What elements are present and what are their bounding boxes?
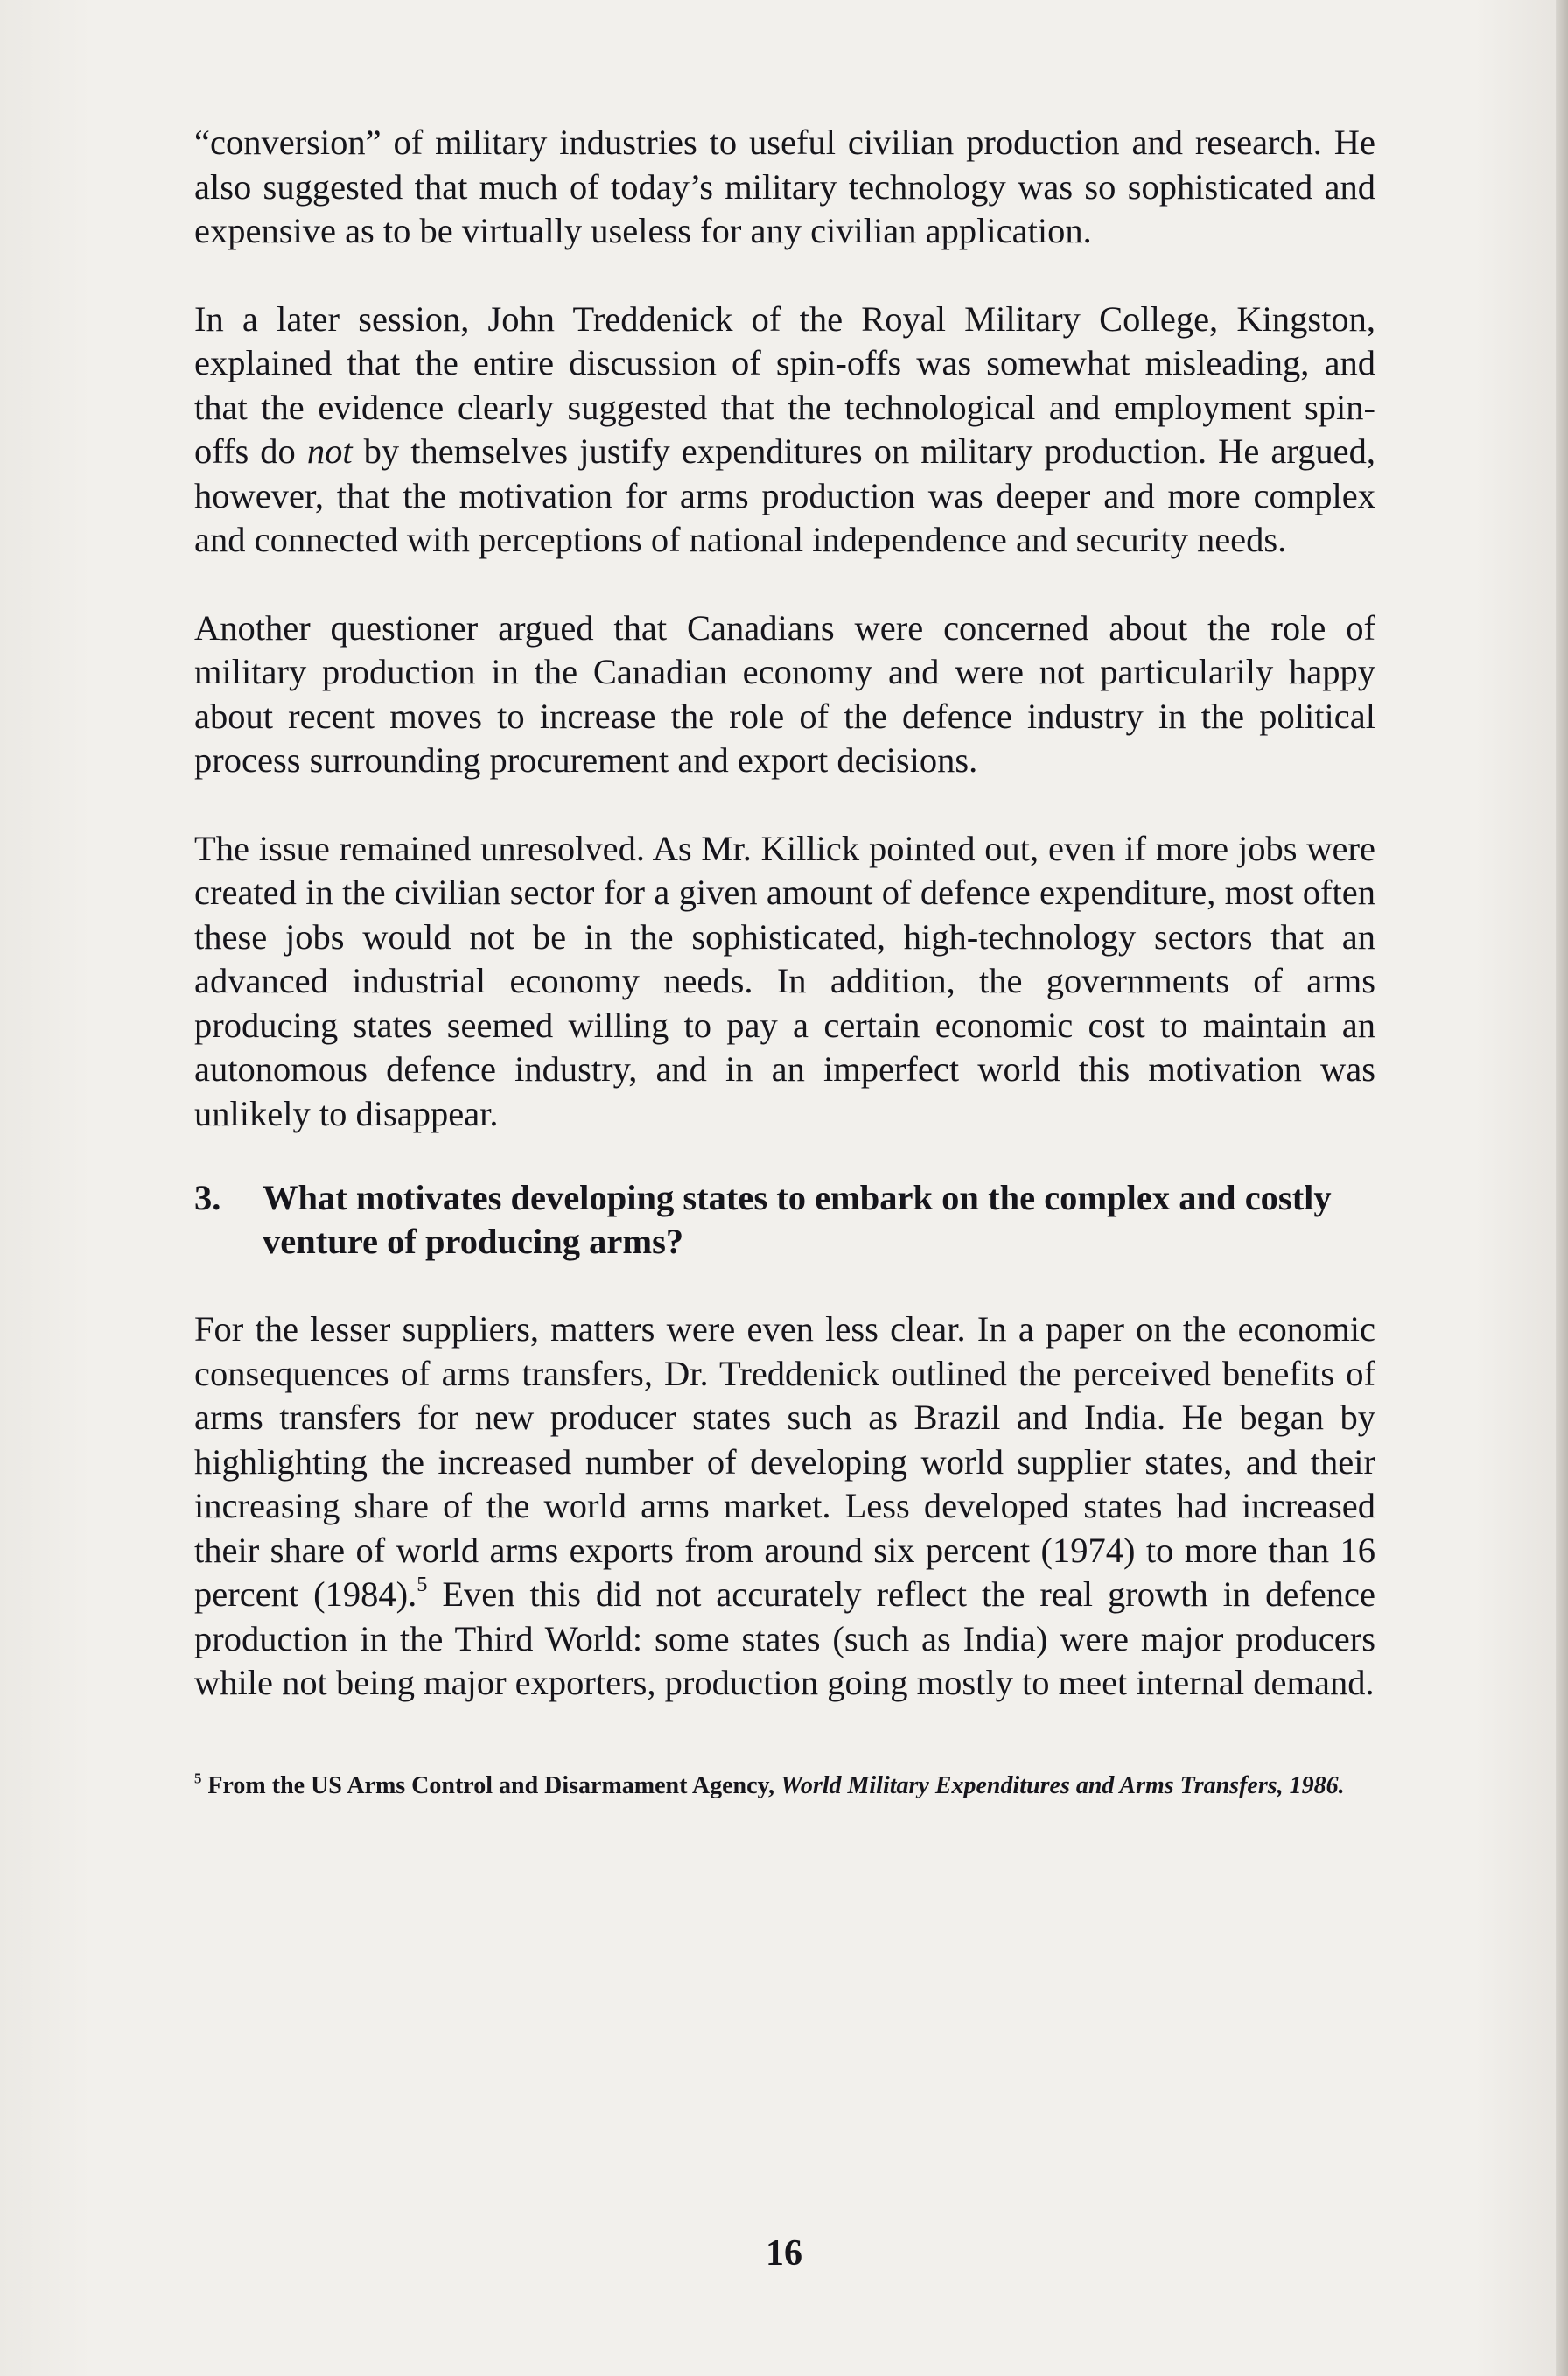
section-title: What motivates developing states to embark on the complex and costly venture of producing arms? [262, 1178, 1332, 1261]
paragraph-treddenick-session [194, 298, 1376, 563]
paragraph-conversion: “conversion” of military industries to useful civilian production and research. He also suggested that much of today’s military technology was so sophisticated and expensive as to be virtually useless for any civilian application. [194, 123, 1376, 250]
paragraph-lesser-suppliers [194, 1307, 1376, 1706]
page-edge-shadow [1556, 0, 1568, 2376]
text-column [194, 121, 1376, 1801]
paragraph-issue-unresolved: The issue remained unresolved. As Mr. Killick pointed out, even if more jobs were created in the civilian sector for a given amount of defence expenditure, most often these jobs would not be in the sophisticated, high-technology sectors that an advanced industrial economy needs. In addition, the governments of arms producing states seemed willing to pay a certain economic cost to maintain an autonomous defence industry, and in an imperfect world this motivation was unlikely to disappear. [194, 828, 1376, 1133]
section-heading [194, 1176, 1376, 1264]
page-number: 16 [766, 2233, 802, 2274]
section-number: 3. [194, 1178, 221, 1217]
paragraph-text: by themselves justify expenditures on military production. He argued, however, that the motivation for arms production was deeper and more complex and connected with perceptions of national independence and security needs. [194, 431, 1376, 559]
footnote [194, 1770, 1376, 1801]
emphasis-not: not [306, 431, 353, 471]
footnote-text: From the US Arms Control and Disarmament Agency, [201, 1771, 780, 1799]
paragraph-text: For the lesser suppliers, matters were even less clear. In a paper on the economic consequences of arms transfers, Dr. Treddenick outlined the perceived benefits of arms transfers for new producer states such as Brazil and India. He began by highlighting the increased number of developing world supplier states, and their increasing share of the world arms market. Less developed states had increased their share of world arms exports from around six percent (1974) to more than 16 percent (1984). [194, 1309, 1376, 1614]
footnote-marker: 5 [194, 1769, 202, 1786]
footnote-reference: 5 [416, 1573, 428, 1596]
paragraph-text: Even this did not accurately reflect the real growth in defence production in the Third World: some states (such as India) were major producers while not being major exporters, production going mostly to meet internal demand. [194, 1574, 1376, 1702]
paragraph-text: In a later session, John Treddenick of the Royal Military College, Kingston, explained that the entire discussion of spin-offs was somewhat misleading, and that the evidence clearly suggested that the technological and employment spin-offs do [194, 298, 1376, 471]
footnote-title: World Military Expenditures and Arms Transfers, 1986. [780, 1771, 1345, 1799]
paragraph-questioner: Another questioner argued that Canadians were concerned about the role of military production in the Canadian economy and were not particularily happy about recent moves to increase the role of the defence industry in the political process surrounding procurement and export decisions. [194, 607, 1376, 780]
